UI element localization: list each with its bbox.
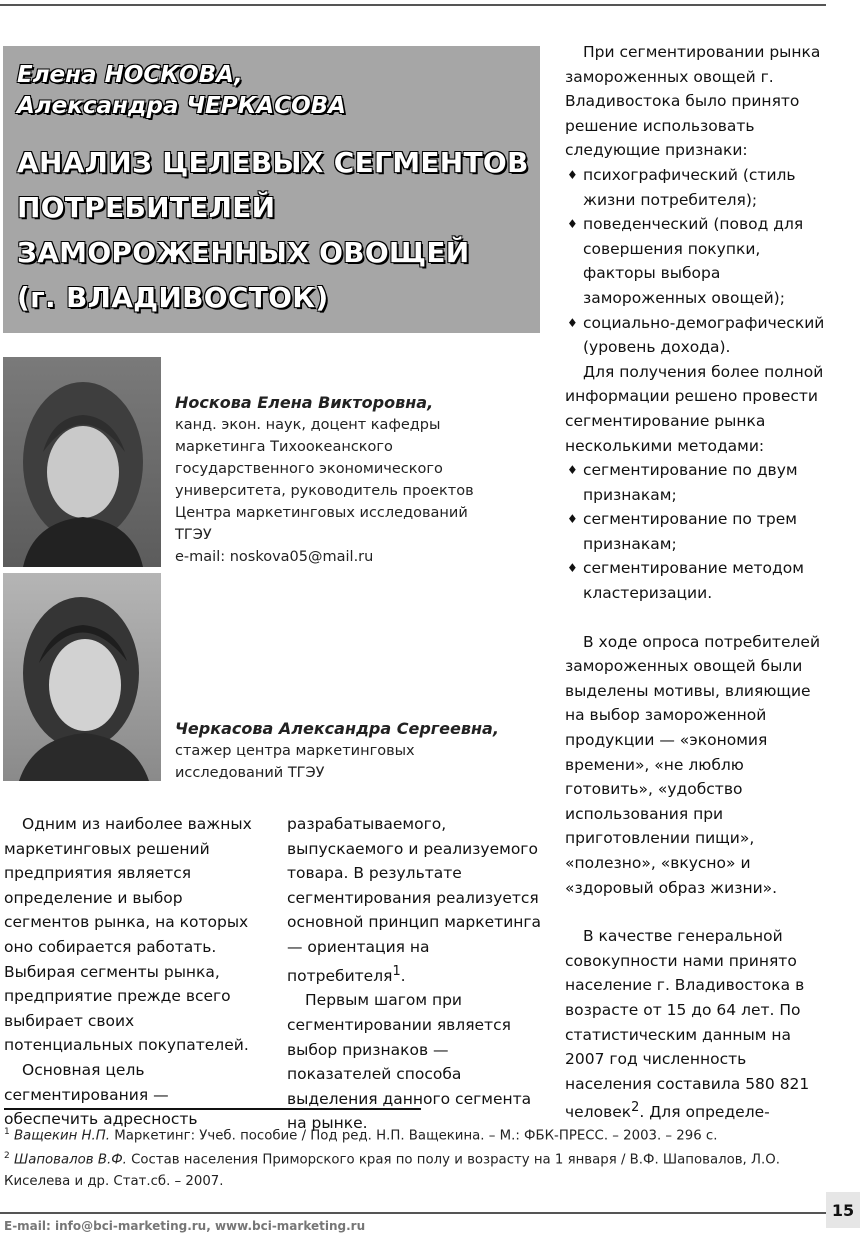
footer-contact[interactable]: E-mail: info@bci-marketing.ru, www.bci-marketing.ru [4,1219,366,1233]
bio-line: ТГЭУ [175,527,212,543]
author-name: Черкасова Александра Сергеевна, [175,719,499,738]
bio-line: стажер центра маркетинговых [175,743,415,759]
bottom-rule [0,1212,826,1214]
bio-line: канд. экон. наук, доцент кафедры [175,417,441,433]
list-item: ♦ социально-демографический (уровень дохода). [565,311,825,360]
author-name: Носкова Елена Викторовна, [175,393,434,412]
portrait-illustration [3,357,161,567]
title-line: ЗАМОРОЖЕННЫХ ОВОЩЕЙ [17,236,470,269]
paragraph: Для получения более полной информации решено провести сегментирование рынка несколькими методами: [565,362,824,455]
footnote-ref[interactable]: 2 [631,1100,640,1116]
paragraph: Основная цель сегментирования — обеспечить адресность [4,1060,198,1129]
bio-line: исследований ТГЭУ [175,765,325,781]
paragraph: В ходе опроса потребителей замороженных овощей были выделены мотивы, влияющие на выбор замороженной продукции — «экономия времени», «не люблю готовить», «удобство использования при приготовлении пищи», «полезно», «вкусно» и «здоровый образ жизни». [565,632,821,897]
list-item: ♦ сегментирование методом кластеризации. [565,556,825,605]
paragraph: При сегментировании рынка замороженных овощей г. Владивостока было принято решение использовать следующие признаки: [565,43,821,160]
footnote: $^2$ Шаповалов В.Ф. Состав населения Приморского края по полу и возрасту на 1 января / В.Ф. Шаповалов, Л.О. Киселева и др. Стат.сб. – 2007. [4,1151,780,1189]
footnote-ref[interactable]: 1 [392,963,401,979]
paragraph: Первым шагом при сегментировании является выбор признаков — показателей способа выделения данного сегмента на рынке. [287,991,532,1133]
title-line: АНАЛИЗ ЦЕЛЕВЫХ СЕГМЕНТОВ [17,146,529,179]
footnote-rule [4,1108,421,1110]
author-bio-noskova [175,392,535,568]
footnotes [4,1122,826,1192]
list-item: ♦ сегментирование по двум признакам; [565,458,825,507]
bio-line: университета, руководитель проектов [175,483,474,499]
article-title [17,140,529,320]
right-column [565,40,825,1125]
criteria-list [565,163,825,360]
left-column [4,812,262,1132]
author-bio-cherkasova [175,718,535,784]
list-item: ♦ сегментирование по трем признакам; [565,507,825,556]
title-line: (г. ВЛАДИВОСТОК) [17,281,329,314]
bio-line: Центра маркетинговых исследований [175,505,468,521]
paragraph: разрабатываемого, выпускаемого и реализуемого товара. В результате сегментирования реализуется основной принцип маркетинга — ориентация на потребителя$^1$. [287,815,542,985]
author-line: Елена НОСКОВА, [17,62,243,88]
list-item: ♦ поведенческий (повод для совершения покупки, факторы выбора замороженных овощей); [565,212,825,310]
article-authors [17,60,526,122]
author-line: Александра ЧЕРКАСОВА [17,93,346,119]
title-line: ПОТРЕБИТЕЛЕЙ [17,191,276,224]
title-block [3,46,540,333]
author-photo-cherkasova [3,573,161,781]
bio-line: маркетинга Тихоокеанского [175,439,393,455]
author-photo-noskova [3,357,161,567]
methods-list [565,458,825,606]
top-rule [0,4,826,6]
middle-column [287,812,543,1136]
list-item: ♦ психографический (стиль жизни потребителя); [565,163,825,212]
page-number: 15 [826,1192,860,1228]
bio-line: государственного экономического [175,461,443,477]
footnote: $^1$ Ващекин Н.П. Маркетинг: Учеб. пособие / Под ред. Н.П. Ващекина. – М.: ФБК-ПРЕСС. – 2003. – 296 с. [4,1127,718,1144]
portrait-illustration [3,573,161,781]
paragraph: В качестве генеральной совокупности нами принято население г. Владивостока в возрасте от 15 до 64 лет. По статистическим данным на 2007 год численность населения составила 580 821 человек$^2$. Для определе- [565,927,810,1122]
paragraph: Одним из наиболее важных маркетинговых решений предприятия является определение и выбор сегментов рынка, на которых оно собирается работать. Выбирая сегменты рынка, предприятие прежде всего выбирает своих потенциальных покупателей. [4,815,252,1055]
author-email: e-mail: noskova05@mail.ru [175,549,374,565]
